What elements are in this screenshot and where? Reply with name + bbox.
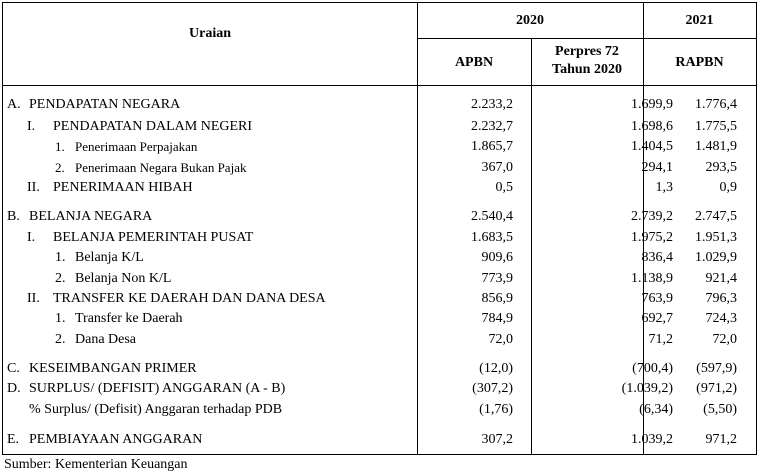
cell-perpres: (6,34) [639,402,673,417]
row-marker: II. [27,291,40,306]
cell-perpres: 2.739,2 [631,209,673,224]
cell-perpres: 294,1 [641,160,673,175]
row-marker: B. [7,209,20,224]
cell-rapbn: 1.951,3 [695,230,737,245]
table-row [3,289,756,309]
cell-perpres: (1.039,2) [621,381,673,396]
table-row [3,269,756,289]
cell-apbn: 2.232,7 [471,119,513,134]
row-marker: 1. [55,139,65,154]
cell-apbn: 856,9 [481,291,513,306]
row-label: PENDAPATAN DALAM NEGERI [53,119,253,134]
row-marker: I. [27,119,36,134]
header-uraian: Uraian [189,26,231,41]
cell-perpres: 1.138,9 [631,271,673,286]
cell-rapbn: 293,5 [705,160,737,175]
table-row [3,330,756,350]
row-label: PENDAPATAN NEGARA [29,97,181,112]
row-marker: 1. [55,250,66,265]
row-label: Dana Desa [75,332,137,347]
table-row [3,248,756,268]
cell-perpres: 71,2 [648,332,673,347]
table-row [3,309,756,329]
cell-rapbn: 921,4 [705,271,737,286]
cell-apbn: (12,0) [479,361,513,376]
cell-apbn: 773,9 [481,271,513,286]
row-label: SURPLUS/ (DEFISIT) ANGGARAN (A - B) [29,381,286,396]
row-marker: 2. [55,160,65,175]
header-apbn: APBN [454,55,494,70]
cell-perpres: 763,9 [641,291,673,306]
cell-perpres: 1.975,2 [631,230,673,245]
table-row [3,117,756,137]
table-row [3,95,756,115]
row-label: Belanja K/L [75,250,144,265]
cell-perpres: 1,3 [655,180,673,195]
table-row [3,178,756,198]
cell-apbn: 784,9 [481,311,513,326]
table-row [3,379,756,399]
cell-rapbn: 971,2 [705,432,737,447]
source-note: Sumber: Kementerian Keuangan [4,457,188,472]
cell-rapbn: 1.481,9 [695,139,737,154]
cell-apbn: 72,0 [488,332,513,347]
cell-apbn: 307,2 [481,432,513,447]
cell-rapbn: 72,0 [712,332,737,347]
cell-apbn: 0,5 [495,180,513,195]
cell-rapbn: (971,2) [696,381,737,396]
row-marker: 2. [55,332,66,347]
cell-rapbn: 724,3 [705,311,737,326]
header-year-2020: 2020 [516,13,544,28]
cell-rapbn: 2.747,5 [695,209,737,224]
cell-rapbn: 0,9 [719,180,737,195]
header-bottom-divider [3,85,756,86]
header-rapbn: RAPBN [675,55,724,70]
cell-rapbn: 1.776,4 [695,97,737,112]
cell-perpres: 1.404,5 [631,139,673,154]
header-perpres [531,43,643,79]
row-label: Transfer ke Daerah [75,311,183,326]
table-row [3,430,756,450]
cell-rapbn: 1.775,5 [695,119,737,134]
row-marker: I. [27,230,36,245]
cell-apbn: (1,76) [479,402,513,417]
cell-apbn: 909,6 [481,250,513,265]
row-label: PENERIMAAN HIBAH [53,180,193,195]
cell-apbn: 1.865,7 [471,139,513,154]
cell-perpres: 1.699,9 [631,97,673,112]
table-row [3,228,756,248]
row-marker: C. [7,361,20,376]
row-label: Penerimaan Perpajakan [75,139,198,154]
cell-apbn: 2.233,2 [471,97,513,112]
cell-rapbn: 1.029,9 [695,250,737,265]
table-row [3,207,756,227]
table-row [3,158,756,178]
header-perpres-line1: Perpres 72 [555,44,619,59]
header-year-2021: 2021 [685,13,714,28]
row-label: BELANJA NEGARA [29,209,153,224]
cell-apbn: 367,0 [481,160,513,175]
row-marker: 1. [55,311,66,326]
row-marker: D. [7,381,21,396]
cell-rapbn: 796,3 [705,291,737,306]
row-label: % Surplus/ (Defisit) Anggaran terhadap PDB [29,402,283,417]
cell-perpres: 1.698,6 [631,119,673,134]
cell-apbn: 1.683,5 [471,230,513,245]
cell-perpres: (700,4) [632,361,673,376]
row-marker: A. [7,97,21,112]
cell-apbn: 2.540,4 [471,209,513,224]
table-row [3,137,756,157]
header-perpres-line2: Tahun 2020 [552,62,622,77]
row-label: Penerimaan Negara Bukan Pajak [75,160,247,175]
cell-apbn: (307,2) [472,381,513,396]
cell-rapbn: (5,50) [703,402,737,417]
row-label: KESEIMBANGAN PRIMER [29,361,197,376]
cell-perpres: 836,4 [641,250,673,265]
row-label: PEMBIAYAAN ANGGARAN [29,432,203,447]
cell-perpres: 1.039,2 [631,432,673,447]
table-row [3,400,756,420]
budget-table [2,2,757,455]
row-label: BELANJA PEMERINTAH PUSAT [53,230,254,245]
row-marker: 2. [55,271,66,286]
table-row [3,359,756,379]
header-divider [417,38,756,39]
row-label: TRANSFER KE DAERAH DAN DANA DESA [53,291,326,306]
cell-perpres: 692,7 [641,311,673,326]
row-marker: II. [27,180,40,195]
row-label: Belanja Non K/L [75,271,172,286]
cell-rapbn: (597,9) [696,361,737,376]
row-marker: E. [7,432,20,447]
